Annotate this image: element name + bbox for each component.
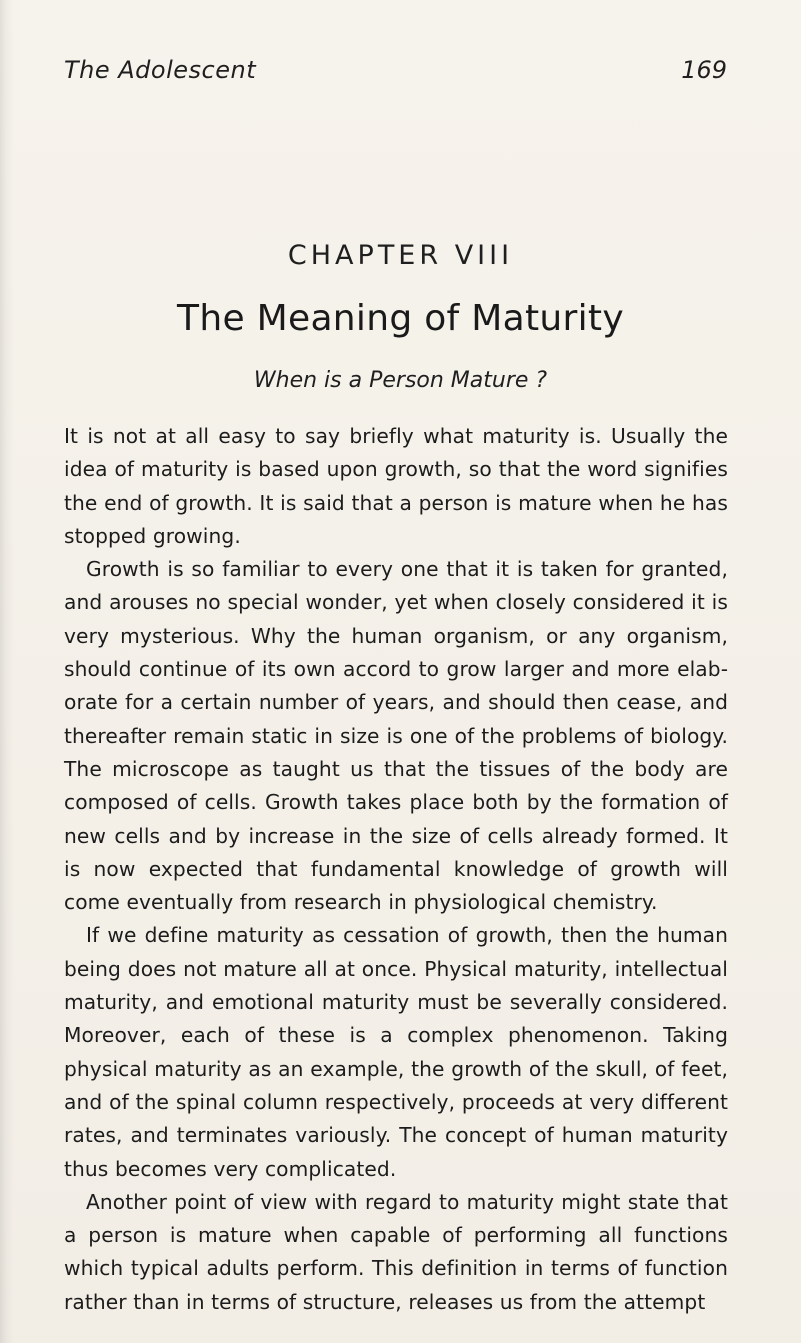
page-number: 169 [681,56,727,84]
running-title: The Adolescent [64,56,257,84]
chapter-subtitle: When is a Person Mature ? [253,368,548,393]
chapter-label: CHAPTER VIII [287,240,514,271]
paragraph-1: It is not at all easy to say briefly what maturity is. Usually the idea of maturity is based upon growth, so that the word signifies the end of growth. It is said that a person is mature when he has stopped growing. [64,424,728,548]
gutter-shadow [0,0,14,1343]
paragraph-4: Another point of view with regard to maturity might state that a person is mature when capable of performing all functions which typical adults perform. This definition in terms of function rather than in terms of structure, releases us from the attempt [64,1189,728,1314]
paragraph-2: Growth is so familiar to every one that it is taken for granted, and arouses no special wonder, yet when closely considered it is very mysterious. Why the human organism, or any organism, should continue of its own accord to grow larger and more elaborate for a certain number of years, and should then cease, and thereafter remain static in size is one of the problems of biology. The microscope as taught us that the tissues of the body are composed of cells. Growth takes place both by the formation of new cells and by increase in the size of cells already formed. It is now expected that fundamental knowledge of growth will come eventually from research in physiological chemistry. [64,557,728,915]
paragraph-3: If we define maturity as cessation of growth, then the human being does not mature all at once. Physical maturity, intellectual maturity, and emotional maturity must be severally considered. Moreover, each of these is a complex phenomenon. Taking physical maturity as an example, the growth of the skull, of feet, and of the spinal column respectively, proceeds at very different rates, and terminates variously. The concept of human maturity thus becomes very complicated. [64,923,728,1181]
body-text [64,420,728,1319]
chapter-title: The Meaning of Maturity [177,298,624,339]
running-header [64,52,727,92]
